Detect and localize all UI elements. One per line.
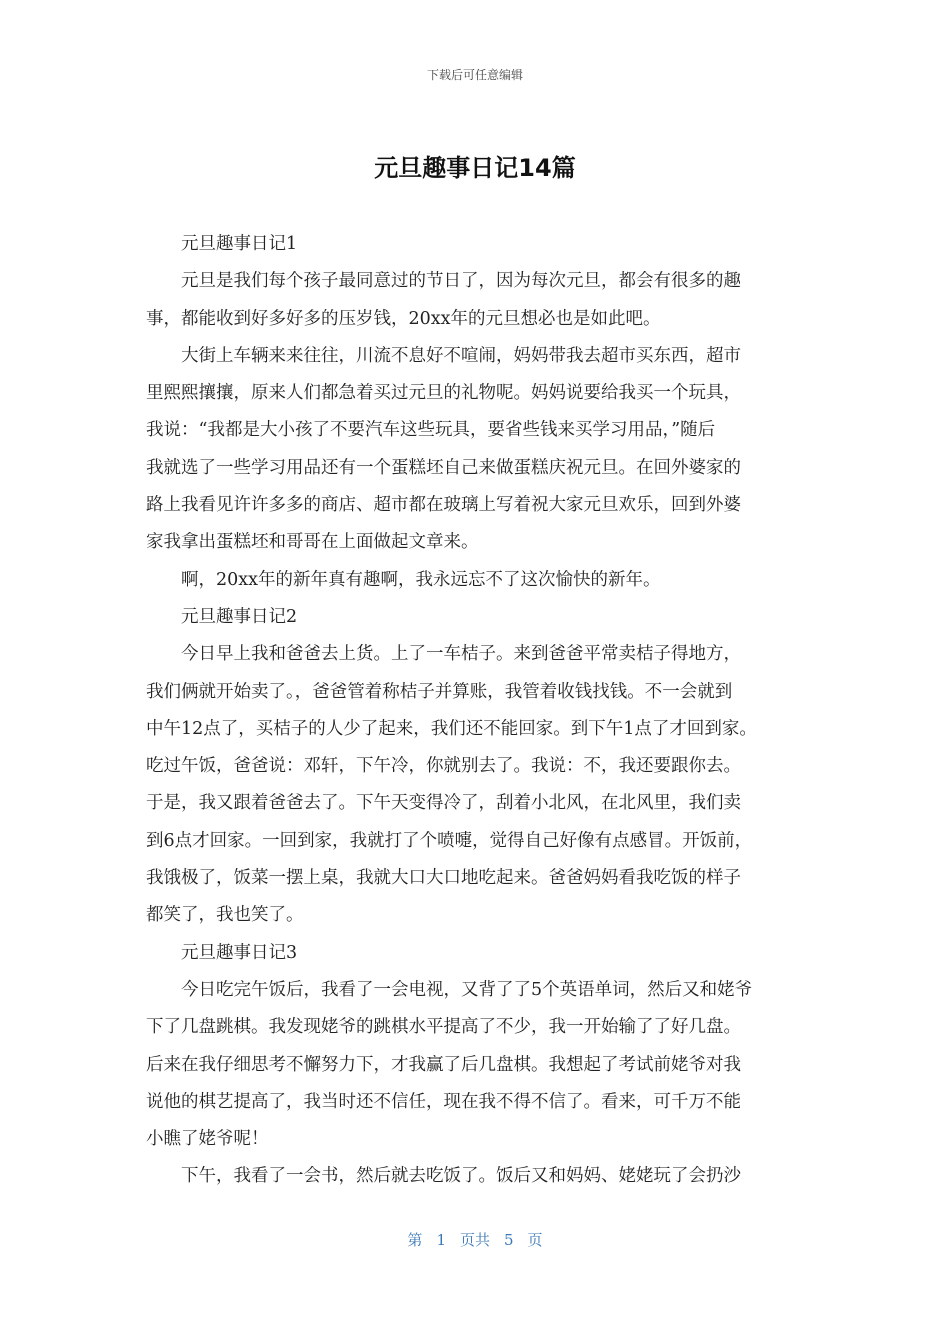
- text-line: 下了几盘跳棋。我发现姥爷的跳棋水平提高了不少，我一开始输了了好几盘。: [146, 1017, 741, 1038]
- text-line: 事，都能收到好多好多的压岁钱，20xx年的元旦想必也是如此吧。: [146, 308, 661, 329]
- paragraph: [146, 972, 814, 1158]
- page-header-note: 下载后可任意编辑: [426, 68, 523, 82]
- text-line: 到6点才回家。一回到家，我就打了个喷嚏，觉得自己好像有点感冒。开饭前，: [146, 830, 753, 851]
- footer-prefix: 第: [407, 1231, 423, 1249]
- document-body: [146, 226, 814, 1196]
- text-line: 今日吃完午饭后，我看了一会电视，又背了了5个英语单词，然后又和姥爷: [181, 979, 753, 1000]
- text-line: 家我拿出蛋糕坯和哥哥在上面做起文章来。: [146, 532, 479, 553]
- text-line: 我就选了一些学习用品还有一个蛋糕坯自己来做蛋糕庆祝元旦。在回外婆家的: [146, 457, 741, 478]
- text-line: 元旦是我们每个孩子最同意过的节日了，因为每次元旦，都会有很多的趣: [181, 271, 741, 292]
- section-heading: 元旦趣事日记2: [181, 606, 298, 627]
- paragraph: [146, 1158, 814, 1195]
- text-line: 里熙熙攘攘，原来人们都急着买过元旦的礼物呢。妈妈说要给我买一个玩具，: [146, 383, 741, 404]
- footer-suffix: 页: [527, 1231, 543, 1249]
- text-line: 于是，我又跟着爸爸去了。下午天变得冷了，刮着小北风，在北风里，我们卖: [146, 793, 741, 814]
- text-line: 吃过午饭，爸爸说：邓轩，下午冷，你就别去了。我说：不，我还要跟你去。: [146, 756, 741, 777]
- document-title: 元旦趣事日记14篇: [374, 154, 576, 182]
- text-line: 今日早上我和爸爸去上货。上了一车桔子。来到爸爸平常卖桔子得地方，: [181, 644, 741, 665]
- footer-middle: 页共: [459, 1231, 490, 1249]
- text-line: 我们俩就开始卖了。，爸爸管着称桔子并算账，我管着收钱找钱。不一会就到: [146, 681, 733, 702]
- text-line: 啊，20xx年的新年真有趣啊，我永远忘不了这次愉快的新年。: [181, 569, 661, 590]
- text-line: 后来在我仔细思考不懈努力下，才我赢了后几盘棋。我想起了考试前姥爷对我: [146, 1054, 741, 1075]
- text-line: 小瞧了姥爷呢！: [146, 1129, 269, 1150]
- text-line: 下午，我看了一会书，然后就去吃饭了。饭后又和妈妈、姥姥玩了会扔沙: [181, 1166, 741, 1187]
- text-line: 说他的棋艺提高了，我当时还不信任，现在我不得不信了。看来，可千万不能: [146, 1091, 741, 1112]
- paragraph: [146, 263, 814, 338]
- section-heading: 元旦趣事日记3: [181, 942, 298, 963]
- section-heading: 元旦趣事日记1: [181, 234, 298, 254]
- paragraph: [146, 562, 814, 599]
- text-line: 我说：“我都是大小孩了不要汽车这些玩具，要省些钱来买学习用品，”随后: [146, 420, 716, 441]
- text-line: 我饿极了，饭菜一摆上桌，我就大口大口地吃起来。爸爸妈妈看我吃饭的样子: [146, 868, 741, 889]
- text-line: 中午12点了，买桔子的人少了起来，我们还不能回家。到下午1点了才回到家。: [146, 718, 757, 739]
- paragraph: [146, 636, 814, 934]
- text-line: 大街上车辆来来往往，川流不息好不喧闹，妈妈带我去超市买东西，超市: [181, 345, 741, 366]
- paragraph: [146, 338, 814, 562]
- text-line: 路上我看见许许多多的商店、超市都在玻璃上写着祝大家元旦欢乐，回到外婆: [146, 495, 741, 516]
- footer-total-pages: 5: [504, 1231, 514, 1249]
- footer-current-page: 1: [436, 1231, 446, 1249]
- page-footer: [0, 1229, 950, 1250]
- text-line: 都笑了，我也笑了。: [146, 905, 304, 926]
